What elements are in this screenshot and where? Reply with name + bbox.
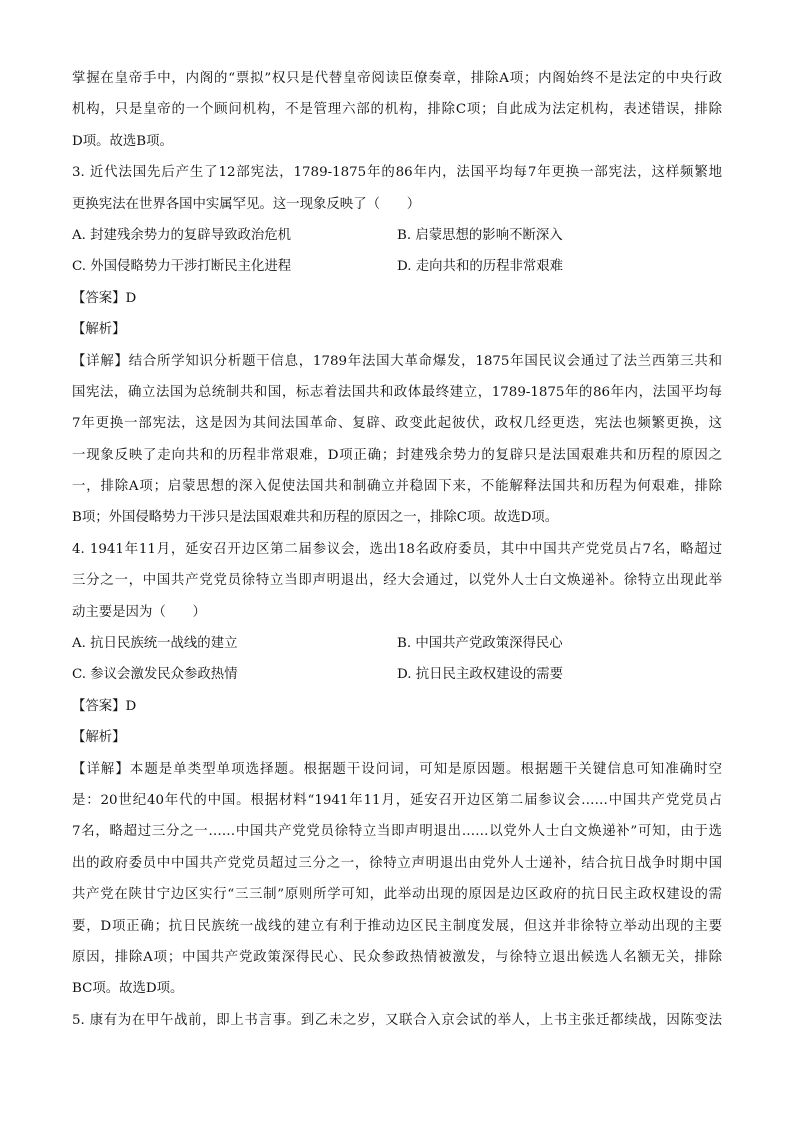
option-d: D. 走向共和的历程非常艰难: [397, 259, 564, 275]
question-stem-line: 更换宪法在世界各国中实属罕见。这一现象反映了（ ）: [72, 196, 421, 212]
option-c: C. 外国侵略势力干涉打断民主化进程: [72, 259, 292, 275]
text-line: 原因，排除A项；中国共产党政策深得民心、民众参政热情被激发，与徐特立退出候选人名额无关，排除: [72, 949, 722, 965]
q2-explanation-tail: [72, 63, 722, 157]
text-line: 共产党在陕甘宁边区实行“三三制”原则所学可知，此举动出现的原因是边区政府的抗日民主政权建设的需: [72, 887, 722, 903]
option-b: B. 中国共产党政策深得民心: [397, 636, 563, 652]
option-c: C. 参议会激发民众参政热情: [72, 667, 238, 683]
option-a: A. 抗日民族统一战线的建立: [72, 636, 238, 652]
text-line: 7年更换一部宪法，这是因为其间法国革命、复辟、政变此起彼伏，政权几经更迭，宪法也频繁更换，这: [72, 416, 722, 432]
question-stem-line: 5. 康有为在甲午战前，即上书言事。到乙未之岁，又联合入京会试的举人，上书主张迁都续战，因陈变法: [72, 1012, 722, 1028]
text-line: 一现象反映了走向共和的历程非常艰难，D项正确；封建残余势力的复辟只是法国艰难共和历程的原因之: [72, 447, 722, 463]
text-line: 【详解】结合所学知识分析题干信息，1789年法国大革命爆发，1875年国民议会通过了法兰西第三共和: [72, 353, 722, 369]
text-line: 出的政府委员中中国共产党党员超过三分之一，徐特立声明退出由党外人士递补，结合抗日战争时期中国: [72, 855, 722, 871]
detail-explanation: [72, 754, 722, 1005]
question-stem-line: 4. 1941年11月，延安召开边区第二届参议会，选出18名政府委员，其中中国共产党党员占7名，略超过: [72, 541, 722, 557]
page-content: [72, 63, 722, 1036]
text-line: 要，D项正确；抗日民族统一战线的建立有利于推动边区民主制度发展，但这并非徐特立举动出现的主要: [72, 918, 722, 934]
text-line: D项。故选B项。: [72, 133, 173, 149]
answer-label: 【答案】D: [72, 290, 137, 306]
text-line: 7名，略超过三分之一……中国共产党党员徐特立当即声明退出……以党外人士白文焕递补”可知，由于选: [72, 824, 722, 840]
text-line: BC项。故选D项。: [72, 981, 184, 997]
option-row: [72, 220, 722, 251]
detail-explanation: [72, 346, 722, 534]
text-line: 【详解】本题是单类型单项选择题。根据题干设问词，可知是原因题。根据题干关键信息可知准确时空: [72, 761, 722, 777]
text-line: 国宪法，确立法国为总统制共和国，标志着法国共和政体最终建立，1789-1875年的86年内，法国平均每: [72, 384, 722, 400]
analysis-label: 【解析】: [72, 730, 126, 746]
text-line: 机构，只是皇帝的一个顾问机构，不是管理六部的机构，排除C项；自此成为法定机构，表述错误，排除: [72, 102, 722, 118]
text-line: 是：20世纪40年代的中国。根据材料“1941年11月，延安召开边区第二届参议会……中国共产党党员占: [72, 792, 722, 808]
option-b: B. 启蒙思想的影响不断深入: [397, 227, 563, 243]
question-stem-line: 3. 近代法国先后产生了12部宪法，1789-1875年的86年内，法国平均每7年更换一部宪法，这样频繁地: [72, 165, 722, 181]
option-row: [72, 628, 722, 659]
text-line: 掌握在皇帝手中，内阁的“票拟”权只是代替皇帝阅读臣僚奏章，排除A项；内阁始终不是法定的中央行政: [72, 71, 722, 86]
question-3: [72, 157, 722, 534]
question-4: [72, 534, 722, 1005]
question-stem-line: 三分之一，中国共产党党员徐特立当即声明退出，经大会通过，以党外人士白文焕递补。徐特立出现此举: [72, 573, 722, 589]
answer-label: 【答案】D: [72, 698, 137, 714]
option-d: D. 抗日民主政权建设的需要: [397, 667, 564, 683]
option-row: [72, 251, 722, 282]
option-row: [72, 659, 722, 690]
text-line: B项；外国侵略势力干涉只是法国艰难共和历程的原因之一，排除C项。故选D项。: [72, 510, 559, 526]
question-5: [72, 1005, 722, 1036]
text-line: 一，排除A项；启蒙思想的深入促使法国共和制确立并稳固下来，不能解释法国共和历程为何艰难，排除: [72, 479, 722, 495]
option-a: A. 封建残余势力的复辟导致政治危机: [72, 227, 292, 243]
question-stem-line: 动主要是因为（ ）: [72, 604, 206, 620]
analysis-label: 【解析】: [72, 322, 126, 338]
